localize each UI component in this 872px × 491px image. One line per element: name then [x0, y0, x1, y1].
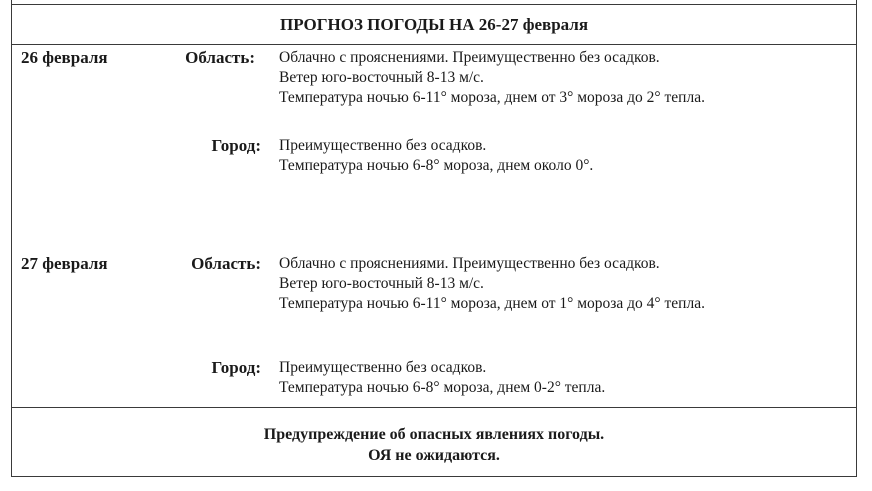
- forecast-line: Облачно с прояснениями. Преимущественно без осадков.: [279, 49, 660, 66]
- forecast-line: Ветер юго-восточный 8-13 м/с.: [279, 69, 484, 86]
- forecast-line: Температура ночью 6-11° мороза, днем от 3° мороза до 2° тепла.: [279, 89, 705, 106]
- warning-status: ОЯ не ожидаются.: [368, 447, 500, 464]
- hazard-warning: [12, 424, 856, 466]
- day-2-date: 27 февраля: [21, 254, 108, 273]
- day-1-region-forecast: [279, 48, 705, 108]
- page-title: ПРОГНОЗ ПОГОДЫ НА 26-27 февраля: [12, 6, 856, 45]
- day-1-region-label: Область:: [185, 48, 255, 67]
- forecast-line: Преимущественно без осадков.: [279, 137, 487, 154]
- warning-heading: Предупреждение об опасных явлениях погоды.: [263, 426, 605, 443]
- day-2-city-label: Город:: [211, 358, 261, 377]
- day-1-city-forecast: [279, 136, 593, 176]
- forecast-line: Температура ночью 6-8° мороза, днем 0-2° тепла.: [279, 379, 606, 396]
- forecast-line: Облачно с прояснениями. Преимущественно без осадков.: [279, 255, 660, 272]
- day-1-date: 26 февраля: [21, 48, 108, 67]
- forecast-line: Ветер юго-восточный 8-13 м/с.: [279, 275, 484, 292]
- forecast-line: Преимущественно без осадков.: [279, 359, 487, 376]
- forecast-line: Температура ночью 6-11° мороза, днем от 1° мороза до 4° тепла.: [279, 295, 705, 312]
- forecast-line: Температура ночью 6-8° мороза, днем около 0°.: [279, 157, 594, 174]
- day-2-region-label: Область:: [191, 254, 261, 273]
- day-2-region-forecast: [279, 254, 705, 314]
- top-border: [12, 4, 856, 5]
- day-1-city-label: Город:: [211, 136, 261, 155]
- forecast-sheet: [11, 0, 857, 477]
- day-2-city-forecast: [279, 358, 605, 398]
- section-divider: [12, 407, 856, 408]
